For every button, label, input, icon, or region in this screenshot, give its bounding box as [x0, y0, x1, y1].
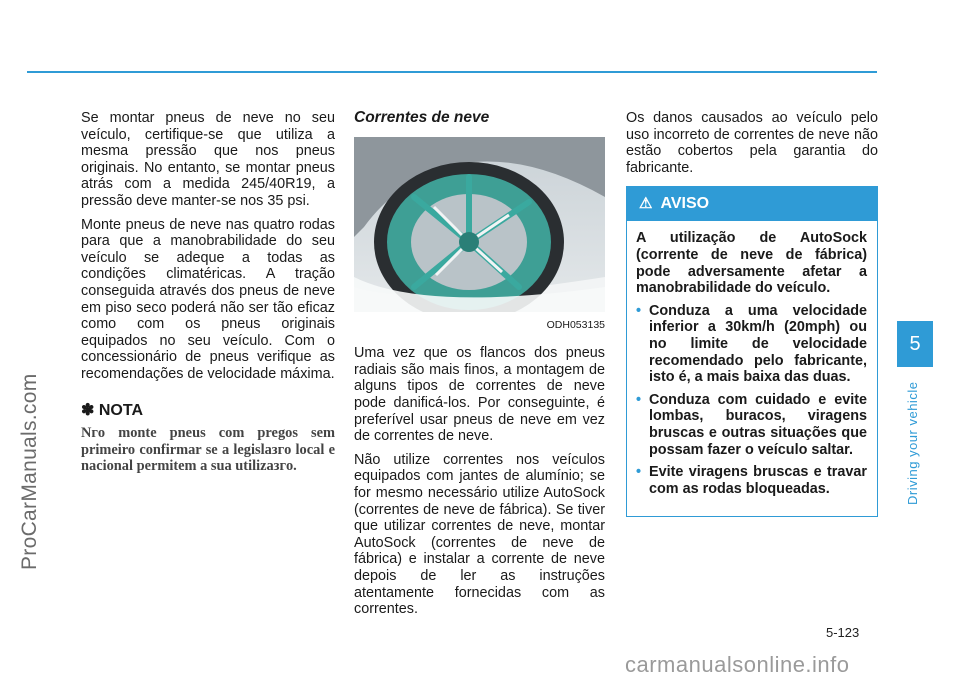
note-title: ✽ NOTA: [81, 401, 143, 419]
warning-triangle-icon: ⚠: [639, 195, 653, 213]
bullet-icon: •: [636, 464, 642, 481]
figure-caption: ODH053135: [546, 318, 605, 331]
paragraph: Monte pneus de neve nas quatro rodas para que a manobrabilidade do seu veículo se adeque a todas as condições climatéricas. A tração conseguida através dos pneus de neve em piso seco poderá não ser tão eficaz como com os pneus originais equipados no seu veículo. Com o concessionário de pneus verifique as recomendações de velocidade máxima.: [81, 216, 335, 382]
column-3: [626, 110, 878, 517]
chapter-tab: 5: [897, 321, 933, 367]
top-rule: [27, 71, 877, 73]
paragraph: Não utilize correntes nos veículos equipados com jantes de alumínio; se for mesmo necessário utilize AutoSock (correntes de neve de fábrica). Se tiver que utilizar correntes de neve, montar AutoSock (correntes de neve de fábrica) e instalar a corrente de neve depois de ler as instruções atentamente fornecidas com as correntes.: [354, 451, 605, 618]
bullet-icon: •: [636, 391, 642, 408]
list-item: • Conduza com cuidado e evite lombas, buracos, viragens bruscas e outras situações que possam fazer o veículo saltar.: [636, 391, 867, 458]
warning-title: AVISO: [660, 195, 710, 213]
warning-box: [626, 186, 878, 517]
column-1: [81, 110, 335, 474]
list-item: • Evite viragens bruscas e travar com as rodas bloqueadas.: [636, 464, 867, 497]
watermark-procarmanuals: ProCarManuals.com: [18, 373, 41, 570]
warning-intro: A utilização de AutoSock (corrente de neve de fábrica) pode adversamente afetar a manobrabilidade do veículo.: [636, 230, 867, 297]
bullet-icon: •: [636, 302, 642, 319]
wheel-illustration: [354, 137, 605, 312]
paragraph: Se montar pneus de neve no seu veículo, certifique-se que utiliza a mesma pressão que nos pneus originais. No entanto, se montar pneus atrás com a medida 245/40R19, a pressão deve manter-se nos 35 psi.: [81, 110, 335, 209]
section-heading: Correntes de neve: [354, 109, 490, 126]
page-number: 5-123: [826, 625, 860, 640]
warning-header: [627, 187, 877, 221]
warning-list: [636, 303, 867, 498]
watermark-carmanualsonline: carmanualsonline.info: [625, 652, 850, 677]
paragraph: Uma vez que os flancos dos pneus radiais são mais finos, a montagem de alguns tipos de correntes de neve pode danificá-los. Por conseguinte, é preferível usar pneus de neve em vez de correntes de neve.: [354, 345, 605, 445]
note-body: Nгo monte pneus com pregos sem primeiro confirmar se a legislaзгo local e nacional permitem a sua utilizaзгo.: [81, 425, 335, 474]
list-item: • Conduza a uma velocidade inferior a 30km/h (20mph) ou no limite de velocidade recomendado pelo fabricante, isto é, a mais baixa das duas.: [636, 302, 867, 386]
snow-sock-wheel-image: [354, 137, 605, 312]
warning-body: [627, 221, 877, 516]
paragraph: Os danos causados ao veículo pelo uso incorreto de correntes de neve não estão cobertos pela garantia do fabricante.: [626, 110, 878, 176]
section-label: Driving your vehicle: [905, 381, 920, 505]
column-2: [354, 110, 605, 625]
